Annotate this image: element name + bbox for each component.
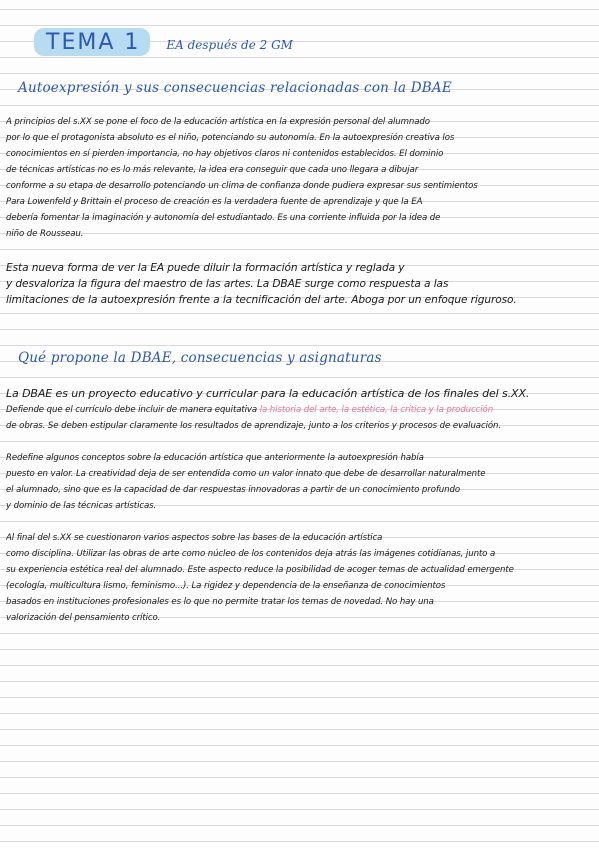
text-line: Redefine algunos conceptos sobre la educación artística que anteriormente la autoexpresión había [6,453,424,463]
text-line: y dominio de las técnicas artísticas. [6,501,157,511]
text-line: su experiencia estética real del alumnado. Este aspecto reduce la posibilidad de acoger temas de actualidad emergente [6,565,514,575]
text-line [6,402,594,418]
text-line: A principios del s.XX se pone el foco de la educación artística en la expresión personal del alumnado [6,117,430,127]
text-line: de obras. Se deben estipular claramente los resultados de aprendizaje, junto a los criterios y procesos de evaluación. [6,421,502,431]
text-line: Esta nueva forma de ver la EA puede diluir la formación artística y reglada y [6,262,405,274]
text-line: limitaciones de la autoexpresión frente a la tecnificación del arte. Aboga por un enfoque riguroso. [6,294,517,306]
text-line: niño de Rousseau. [6,229,84,239]
section-heading-autoexpresion: Autoexpresión y sus consecuencias relacionadas con la DBAE [18,80,452,96]
text-line: el alumnado, sino que es la capacidad de dar respuestas innovadoras a partir de un conocimiento profundo [6,485,460,495]
text-line: Para Lowenfeld y Brittain el proceso de creación es la verdadera fuente de aprendizaje y que la EA [6,197,423,207]
paragraph-dbae-2 [6,450,594,514]
paragraph-dbae-3 [6,530,594,626]
text-line: (ecología, multicultura lismo, feminismo...). La rigidez y dependencia de la enseñanza de conocimientos [6,581,446,591]
text-line: Al final del s.XX se cuestionaron varios aspectos sobre las bases de la educación artística [6,533,383,543]
page-subtitle: EA después de 2 GM [166,38,293,52]
text-line: conocimientos en sí pierden importancia, no hay objetivos claros ni contenidos establecidos. El dominio [6,149,444,159]
text-line: La DBAE es un proyecto educativo y curricular para la educación artística de los finales del s.XX. [6,387,530,400]
paragraph-autoexpresion-2 [6,260,594,308]
text-line: y desvaloriza la figura del maestro de las artes. La DBAE surge como respuesta a las [6,278,449,290]
text-line: valorización del pensamiento crítico. [6,613,161,623]
page-title: TEMA 1 [34,28,150,56]
text-line: debería fomentar la imaginación y autonomía del estudiantado. Es una corriente influida por la idea de [6,213,441,223]
text-line: puesto en valor. La creatividad deja de ser entendida como un valor innato que debe de desarrollar naturalmente [6,469,486,479]
paragraph-autoexpresion-1 [6,114,594,242]
text-line: basados en instituciones profesionales es lo que no permite tratar los temas de novedad. No hay una [6,597,434,607]
text-line: de técnicas artísticas no es lo más relevante, la idea era conseguir que cada uno llegara a dibujar [6,165,419,175]
text-segment: Defiende que el currículo debe incluir de manera equitativa [6,405,260,415]
text-line: como disciplina. Utilizar las obras de arte como núcleo de los contenidos deja atrás las imágenes cotidianas, junto a [6,549,496,559]
title-block [34,26,293,56]
paragraph-dbae-1 [6,386,594,434]
highlighted-subjects: la historia del arte, la estética, la crítica y la producción [259,405,494,415]
section-heading-dbae: Qué propone la DBAE, consecuencias y asignaturas [18,350,382,366]
text-line: por lo que el protagonista absoluto es el niño, potenciando su autonomía. En la autoexpresión creativa los [6,133,455,143]
text-line: conforme a su etapa de desarrollo potenciando un clima de confianza donde pudiera expresar sus sentimientos [6,181,478,191]
